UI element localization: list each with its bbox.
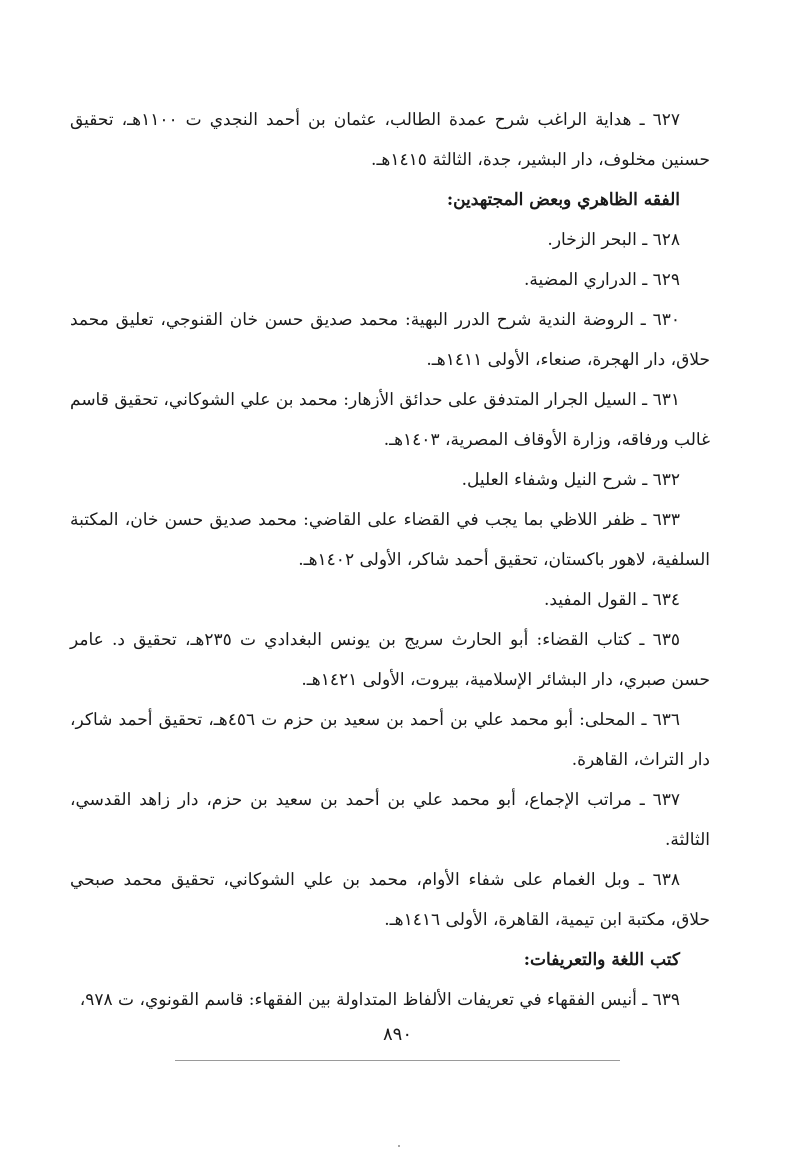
bibliography-entry: ٦٣٦ ـ المحلى: أبو محمد علي بن أحمد بن سعيد بن حزم ت ٤٥٦هـ، تحقيق أحمد شاكر، دار التراث، القاهرة. bbox=[70, 710, 710, 770]
bibliography-entry: ٦٢٩ ـ الدراري المضية. bbox=[524, 270, 680, 290]
bibliography-entry: ٦٣٥ ـ كتاب القضاء: أبو الحارث سريج بن يونس البغدادي ت ٢٣٥هـ، تحقيق د. عامر حسن صبري، دار البشائر الإسلامية، بيروت، الأولى ١٤٢١هـ. bbox=[70, 630, 710, 690]
bibliography-entry: ٦٣٣ ـ ظفر اللاظي بما يجب في القضاء على القاضي: محمد صديق حسن خان، المكتبة السلفية، لاهور باكستان، تحقيق أحمد شاكر، الأولى ١٤٠٢هـ. bbox=[70, 510, 710, 570]
bibliography-entry: ٦٣٠ ـ الروضة الندية شرح الدرر البهية: محمد صديق حسن خان القنوجي، تعليق محمد حلاق، دار الهجرة، صنعاء، الأولى ١٤١١هـ. bbox=[70, 310, 710, 370]
bibliography-entry: ٦٣٧ ـ مراتب الإجماع، أبو محمد علي بن أحمد بن سعيد بن حزم، دار زاهد القدسي، الثالثة. bbox=[70, 790, 710, 850]
section-heading: الفقه الظاهري وبعض المجتهدين: bbox=[446, 190, 680, 210]
bibliography-entry: ٦٢٨ ـ البحر الزخار. bbox=[547, 230, 680, 250]
bibliography-entry: ٦٣١ ـ السيل الجرار المتدفق على حدائق الأزهار: محمد بن علي الشوكاني، تحقيق قاسم غالب ورفاقه، وزارة الأوقاف المصرية، ١٤٠٣هـ. bbox=[70, 390, 710, 450]
bibliography-entry: ٦٣٤ ـ القول المفيد. bbox=[543, 590, 680, 610]
page-number: ٨٩٠ bbox=[382, 1024, 412, 1045]
footer-rule bbox=[175, 1060, 620, 1061]
bibliography-list bbox=[70, 100, 710, 1020]
bibliography-entry: ٦٣٢ ـ شرح النيل وشفاء العليل. bbox=[461, 470, 680, 490]
bibliography-entry: ٦٢٧ ـ هداية الراغب شرح عمدة الطالب، عثمان بن أحمد النجدي ت ١١٠٠هـ، تحقيق حسنين مخلوف، دار البشير، جدة، الثالثة ١٤١٥هـ. bbox=[70, 110, 710, 170]
scan-speck bbox=[398, 1145, 400, 1147]
section-heading: كتب اللغة والتعريفات: bbox=[523, 950, 680, 970]
bibliography-entry: ٦٣٩ ـ أنيس الفقهاء في تعريفات الألفاظ المتداولة بين الفقهاء: قاسم القونوي، ت ٩٧٨، bbox=[79, 990, 680, 1010]
bibliography-entry: ٦٣٨ ـ وبل الغمام على شفاء الأوام، محمد بن علي الشوكاني، تحقيق محمد صبحي حلاق، مكتبة ابن تيمية، القاهرة، الأولى ١٤١٦هـ. bbox=[70, 870, 710, 930]
